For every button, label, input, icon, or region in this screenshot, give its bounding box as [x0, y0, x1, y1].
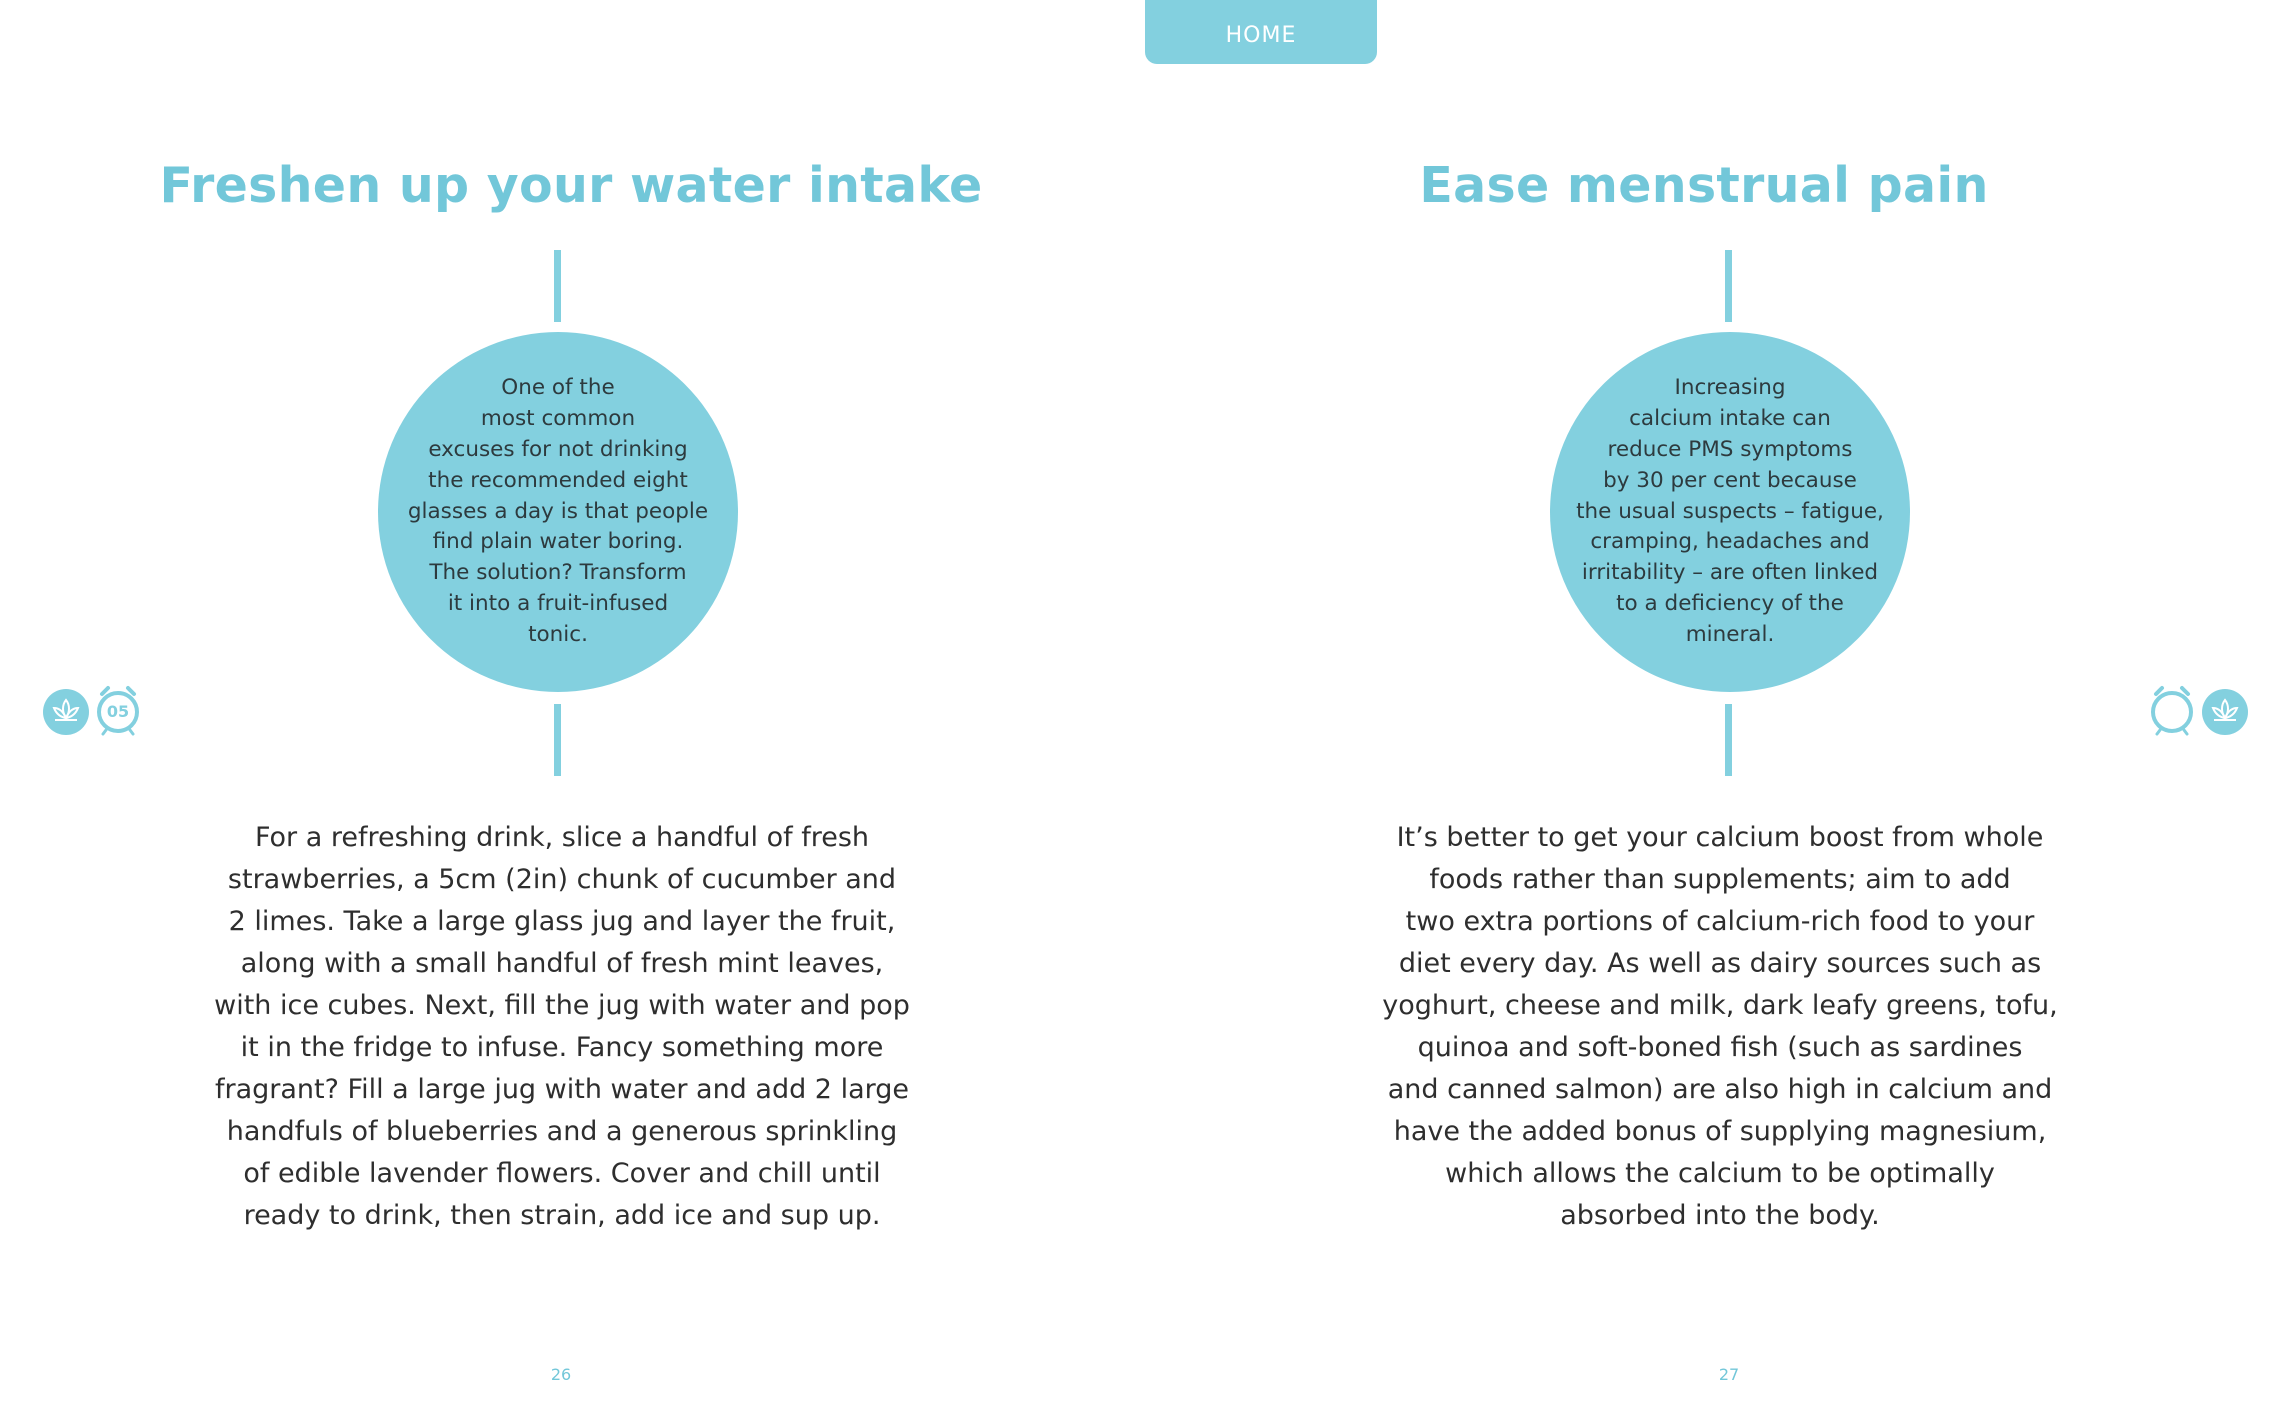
stopwatch-number: 05: [106, 702, 130, 721]
right-page: [1142, 0, 2284, 1418]
callout-circle: [1550, 332, 1910, 692]
home-tab[interactable]: HOME: [1145, 0, 1377, 64]
right-page-title: Ease menstrual pain: [1419, 157, 1989, 214]
right-body-text: It’s better to get your calcium boost from whole foods rather than supplements; aim to add two extra portions of calcium-rich food to your diet every day. As well as dairy sources such as yoghurt, cheese and milk, dark leafy greens, tofu, quinoa and soft-boned fish (such as sardines and canned salmon) are also high in calcium and have the added bonus of supplying magnesium, which allows the calcium to be optimally absorbed into the body.: [1382, 822, 2058, 1231]
page-number: 26: [550, 1365, 572, 1384]
left-body-text: For a refreshing drink, slice a handful of fresh strawberries, a 5cm (2in) chunk of cucumber and 2 limes. Take a large glass jug and layer the fruit, along with a small handful of fresh mint leaves, with ice cubes. Next, fill the jug with water and pop it in the fridge to infuse. Fancy something more fragrant? Fill a large jug with water and add 2 large handfuls of blueberries and a generous sprinkling of edible lavender flowers. Cover and chill until ready to drink, then strain, add ice and sup up.: [214, 822, 910, 1231]
lotus-icon[interactable]: [2201, 686, 2249, 738]
stopwatch-icon[interactable]: [94, 684, 142, 736]
connector-line-bottom: [554, 704, 561, 776]
callout-circle: [378, 332, 738, 692]
callout-text: Increasing calcium intake can reduce PMS symptoms by 30 per cent because the usual suspects – fatigue, cramping, headaches and irritability – are often linked to a deficiency of the mineral.: [1576, 375, 1884, 647]
stopwatch-icon[interactable]: [2148, 684, 2196, 736]
lotus-icon[interactable]: [42, 686, 90, 738]
page-number: 27: [1718, 1365, 1740, 1384]
callout-text: One of the most common excuses for not drinking the recommended eight glasses a day is that people find plain water boring. The solution? Transform it into a fruit-infused tonic.: [407, 375, 709, 647]
connector-line-top: [554, 250, 561, 322]
connector-line-bottom: [1725, 704, 1732, 776]
left-page-title: Freshen up your water intake: [159, 157, 983, 214]
connector-line-top: [1725, 250, 1732, 322]
